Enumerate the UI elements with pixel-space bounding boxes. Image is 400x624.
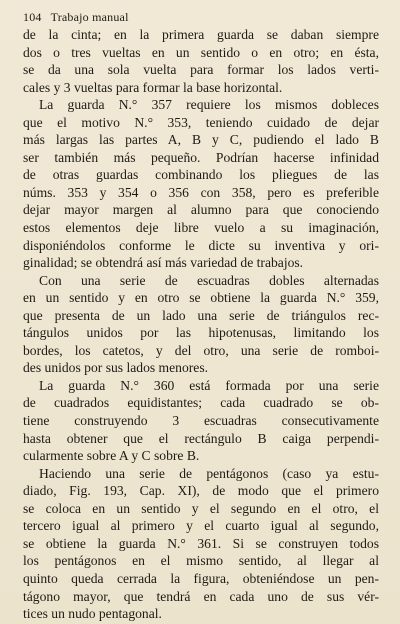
text-line: ginalidad; se obtendrá así más variedad de trabajos. bbox=[23, 255, 304, 271]
text-line: que el motivo N.° 353, teniendo cuidado de dejar bbox=[23, 114, 379, 130]
text-line: se da una sola vuelta para formar los lados verti- bbox=[23, 62, 379, 78]
text-line: tágono mayor, que tendrá en cada uno de sus vér- bbox=[23, 588, 379, 604]
body-text bbox=[23, 26, 379, 623]
text-line: diado, Fig. 193, Cap. XI), de modo que el primero bbox=[23, 483, 379, 499]
text-line: bordes, los catetos, y del otro, una serie de romboi- bbox=[23, 342, 379, 358]
text-line: La guarda N.° 357 requiere los mismos dobleces bbox=[39, 97, 379, 113]
paragraph bbox=[23, 377, 379, 465]
running-title: Trabajo manual bbox=[50, 10, 129, 24]
text-line: ser también más pequeño. Podrían hacerse infinidad bbox=[23, 149, 379, 165]
text-line: más largas las partes A, B y C, pudiendo el lado B bbox=[23, 132, 379, 148]
paragraph bbox=[23, 26, 379, 96]
text-line: núms. 353 y 354 o 356 con 358, pero es preferible bbox=[23, 184, 379, 200]
page-number: 104 bbox=[23, 10, 42, 24]
text-line: tercero igual al primero y el cuarto igual al segundo, bbox=[23, 518, 379, 534]
text-line: disponiéndolos conforme le dicte su inventiva y ori- bbox=[23, 237, 379, 253]
text-line: se obtiene la guarda N.° 361. Si se construyen todos bbox=[23, 535, 379, 551]
text-line: tiene construyendo 3 escuadras consecutivamente bbox=[23, 413, 379, 429]
text-line: Haciendo una serie de pentágonos (caso ya estu- bbox=[39, 465, 379, 481]
text-line: tices un nudo pentagonal. bbox=[23, 606, 162, 622]
text-line: se coloca en un sentido y el segundo en el otro, el bbox=[23, 500, 379, 516]
text-line: que presenta de un lado una serie de triángulos rec- bbox=[23, 307, 379, 323]
paragraph bbox=[23, 96, 379, 271]
text-line: des unidos por sus lados menores. bbox=[23, 360, 209, 376]
text-line: los pentágonos en el mismo sentido, al llegar al bbox=[23, 553, 379, 569]
text-line: dos o tres vueltas en un sentido o en otro; en ésta, bbox=[23, 44, 379, 60]
text-line: de otras guardas combinando los pliegues de las bbox=[23, 167, 379, 183]
text-line: La guarda N.° 360 está formada por una serie bbox=[39, 377, 379, 393]
text-line: tángulos unidos por las hipotenusas, limitando los bbox=[23, 325, 379, 341]
text-line: de cuadrados equidistantes; cada cuadrado se ob- bbox=[23, 395, 379, 411]
text-line: hasta obtener que el rectángulo B caiga perpendi- bbox=[23, 430, 379, 446]
text-line: de la cinta; en la primera guarda se daban siempre bbox=[23, 27, 379, 42]
text-line: estos elementos deje libre vuelo a su imaginación, bbox=[23, 220, 379, 236]
text-line: Con una serie de escuadras dobles alternadas bbox=[39, 272, 379, 288]
paragraph bbox=[23, 465, 379, 623]
text-line: dejar mayor margen al alumno para que conociendo bbox=[23, 202, 379, 218]
text-line: en un sentido y en otro se obtiene la guarda N.° 359, bbox=[23, 290, 379, 306]
text-line: cales y 3 vueltas para formar la base horizontal. bbox=[23, 79, 283, 95]
running-head bbox=[23, 10, 129, 25]
paragraph bbox=[23, 272, 379, 377]
text-line: quinto queda cerrada la figura, obteniéndose un pen- bbox=[23, 570, 379, 586]
text-line: cularmente sobre A y C sobre B. bbox=[23, 448, 200, 464]
